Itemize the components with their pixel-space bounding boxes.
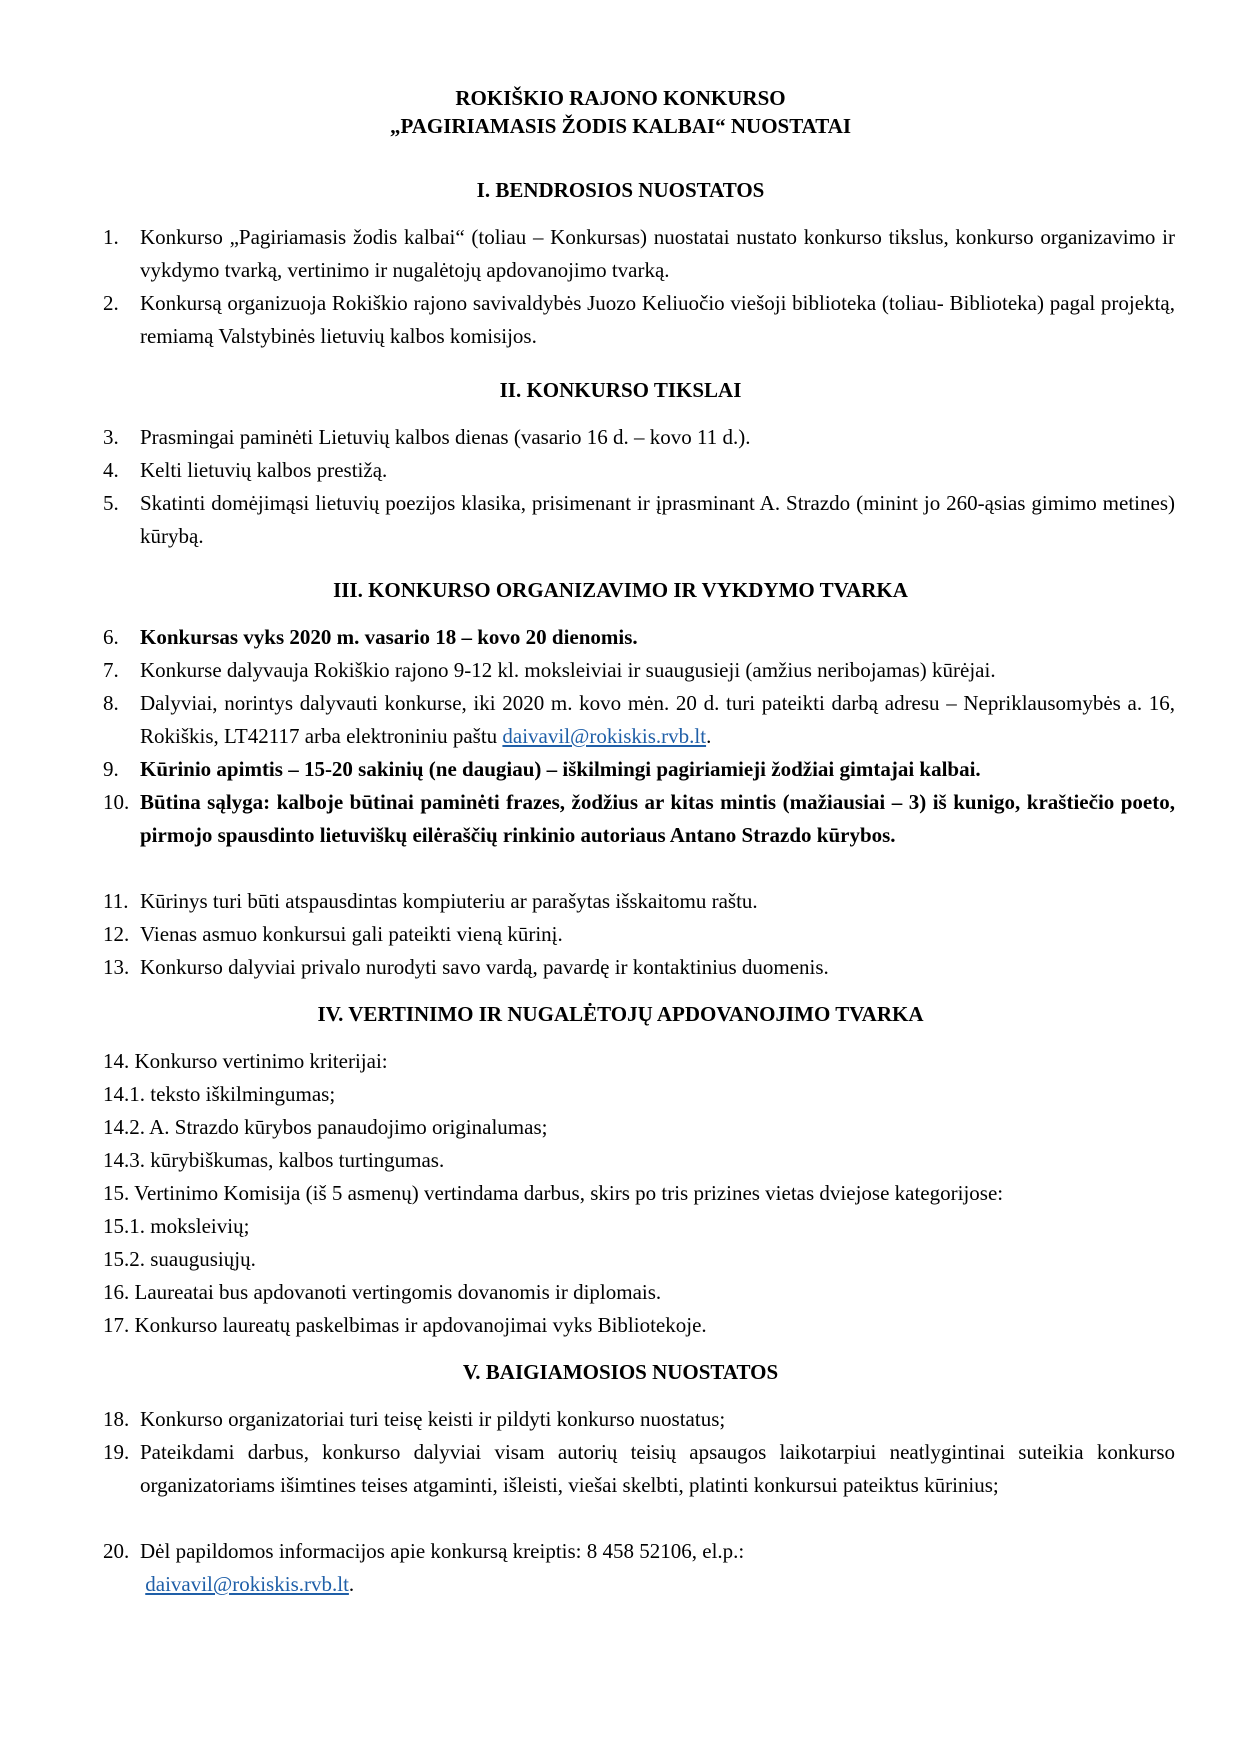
item-text: Vienas asmuo konkursui gali pateikti vieną kūrinį. [140, 922, 563, 946]
item-number: 6. [103, 625, 119, 649]
list-item [103, 1243, 1175, 1276]
item-text: kūrybiškumas, kalbos turtingumas. [150, 1148, 445, 1172]
item-text: Konkurso vertinimo kriterijai: [134, 1049, 388, 1073]
item-text: teksto iškilmingumas; [150, 1082, 336, 1106]
list-item [103, 1276, 1175, 1309]
item-text: Konkurse dalyvauja Rokiškio rajono 9-12 kl. moksleiviai ir suaugusieji (amžius neribojamas) kūrėjai. [140, 658, 996, 682]
list-item [103, 454, 1175, 487]
item-number: 12. [103, 922, 130, 946]
item-text: Konkurso dalyviai privalo nurodyti savo vardą, pavardę ir kontaktinius duomenis. [140, 955, 829, 979]
item-number: 13. [103, 955, 130, 979]
item-text: Konkurso laureatų paskelbimas ir apdovanojimai vyks Bibliotekoje. [134, 1313, 707, 1337]
item-text-body: Dalyviai, norintys dalyvauti konkurse, iki 2020 m. kovo mėn. 20 d. turi pateikti darbą adresu – Nepriklausomybės a. 16, Rokiškis, LT42117 arba elektroniniu paštu [140, 691, 1175, 748]
item-text: Būtina sąlyga: kalboje būtinai paminėti frazes, žodžius ar kitas mintis (mažiausiai – 3) iš kunigo, kraštiečio poeto, pirmojo spausdinto lietuviškų eilėraščių rinkinio autoriaus Antano Strazdo kūrybos. [140, 790, 1175, 847]
list-item [103, 654, 1175, 687]
item-number: 19. [103, 1440, 130, 1464]
list-item [103, 918, 1175, 951]
section-heading-evaluation: IV. VERTINIMO IR NUGALĖTOJŲ APDOVANOJIMO TVARKA [317, 1002, 924, 1026]
item-number: 11. [103, 889, 129, 913]
email-link[interactable]: daivavil@rokiskis.rvb.lt [145, 1572, 349, 1596]
item-number: 14.3. [103, 1148, 145, 1172]
list-item [103, 786, 1175, 852]
item-text: Konkursas vyks 2020 m. vasario 18 – kovo 20 dienomis. [140, 625, 638, 649]
list-item [103, 1403, 1175, 1436]
item-text: A. Strazdo kūrybos panaudojimo originalumas; [149, 1115, 548, 1139]
item-text: Skatinti domėjimąsi lietuvių poezijos klasika, prisimenant ir įprasminant A. Strazdo (minint jo 260-ąsias gimimo metines) kūrybą. [140, 491, 1175, 548]
list-item [103, 753, 1175, 786]
item-text-body: Dėl papildomos informacijos apie konkursą kreiptis: 8 458 52106, el.p.: [140, 1539, 745, 1563]
section-heading-final: V. BAIGIAMOSIOS NUOSTATOS [462, 1360, 779, 1384]
section-heading-general: I. BENDROSIOS NUOSTATOS [476, 178, 765, 202]
list-item [103, 1111, 1175, 1144]
list-item [103, 1177, 1175, 1210]
list-item [103, 1436, 1175, 1502]
item-number: 3. [103, 425, 119, 449]
list-item [103, 287, 1175, 353]
item-text [140, 687, 1175, 753]
item-number: 15.2. [103, 1247, 145, 1271]
item-text: suaugusiųjų. [150, 1247, 256, 1271]
list-item [103, 621, 1175, 654]
item-text: Kelti lietuvių kalbos prestižą. [140, 458, 388, 482]
email-link[interactable]: daivavil@rokiskis.rvb.lt [502, 724, 707, 748]
list-item [103, 421, 1175, 454]
list-item [103, 221, 1175, 287]
item-number: 8. [103, 691, 119, 715]
item-number: 1. [103, 225, 119, 249]
item-number: 7. [103, 658, 119, 682]
item-number: 17. [103, 1313, 130, 1337]
item-text: Laureatai bus apdovanoti vertingomis dovanomis ir diplomais. [134, 1280, 662, 1304]
item-number: 4. [103, 458, 119, 482]
list-item [103, 1144, 1175, 1177]
list-item [103, 1210, 1175, 1243]
item-number: 10. [103, 790, 130, 814]
item-text: Pateikdami darbus, konkurso dalyviai visam autorių teisių apsaugos laikotarpiui neatlygintinai suteikia konkurso organizatoriams išimtines teises atgaminti, išleisti, viešai skelbti, platinti konkursui pateiktus kūrinius; [140, 1440, 1175, 1497]
list-item [103, 885, 1175, 918]
item-number: 15. [103, 1181, 130, 1205]
section-heading-organization: III. KONKURSO ORGANIZAVIMO IR VYKDYMO TVARKA [333, 578, 908, 602]
document-title-line1: ROKIŠKIO RAJONO KONKURSO [455, 86, 786, 110]
item-number: 14. [103, 1049, 130, 1073]
item-text: Prasmingai paminėti Lietuvių kalbos dienas (vasario 16 d. – kovo 11 d.). [140, 425, 751, 449]
item-number: 18. [103, 1407, 130, 1431]
item-number: 2. [103, 291, 119, 315]
item-number: 5. [103, 491, 119, 515]
item-text: Konkurso „Pagiriamasis žodis kalbai“ (toliau – Konkursas) nuostatai nustato konkurso tikslus, konkurso organizavimo ir vykdymo tvarką, vertinimo ir nugalėtojų apdovanojimo tvarką. [140, 225, 1175, 282]
item-number: 16. [103, 1280, 130, 1304]
item-text [140, 1535, 1175, 1601]
list-item [103, 687, 1175, 753]
list-item [103, 1045, 1175, 1078]
item-text: Vertinimo Komisija (iš 5 asmenų) vertindama darbus, skirs po tris prizines vietas dviejose kategorijose: [134, 1181, 1004, 1205]
item-number: 20. [103, 1539, 130, 1563]
item-number: 14.2. [103, 1115, 145, 1139]
list-item [103, 1309, 1175, 1342]
item-number: 15.1. [103, 1214, 145, 1238]
item-text-end: . [706, 724, 712, 748]
item-text: Konkursą organizuoja Rokiškio rajono savivaldybės Juozo Keliuočio viešoji biblioteka (toliau- Biblioteka) pagal projektą, remiamą Valstybinės lietuvių kalbos komisijos. [140, 291, 1175, 348]
document-title-line2: „PAGIRIAMASIS ŽODIS KALBAI“ NUOSTATAI [389, 114, 852, 138]
item-text: Kūrinio apimtis – 15-20 sakinių (ne daugiau) – iškilmingi pagiriamieji žodžiai gimtajai kalbai. [140, 757, 981, 781]
list-item [103, 487, 1175, 553]
item-text-end: . [348, 1572, 355, 1596]
item-number: 9. [103, 757, 119, 781]
item-text: moksleivių; [150, 1214, 250, 1238]
list-item [103, 951, 1175, 984]
item-text: Konkurso organizatoriai turi teisę keisti ir pildyti konkurso nuostatus; [140, 1407, 726, 1431]
item-text: Kūrinys turi būti atspausdintas kompiuteriu ar parašytas išskaitomu raštu. [140, 889, 758, 913]
list-item [103, 1535, 1175, 1601]
list-item [103, 1078, 1175, 1111]
section-heading-goals: II. KONKURSO TIKSLAI [499, 378, 742, 402]
item-number: 14.1. [103, 1082, 145, 1106]
